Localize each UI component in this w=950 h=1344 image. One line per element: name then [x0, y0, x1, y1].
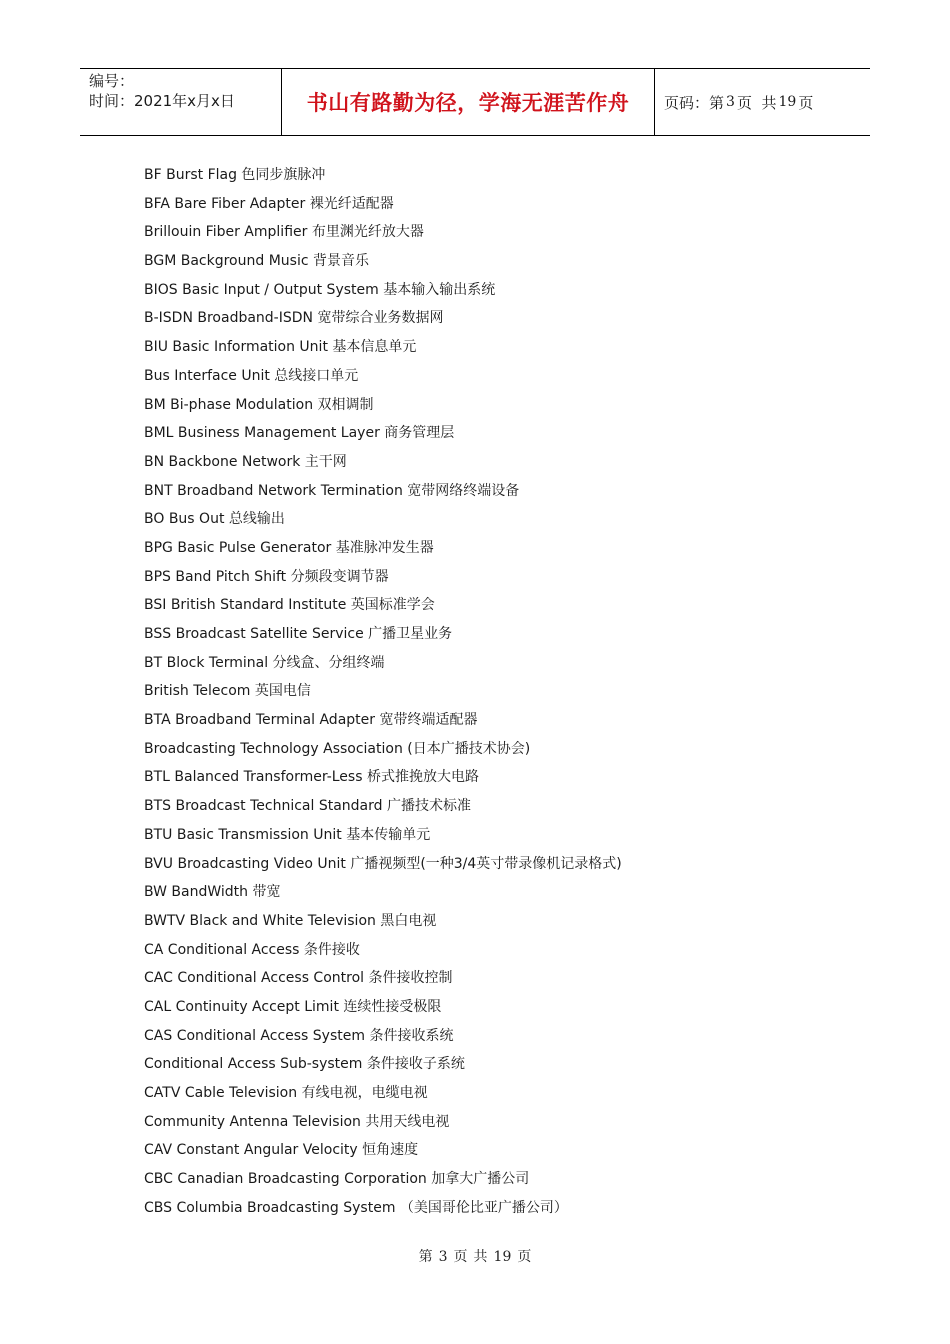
- glossary-entry: BW BandWidth 带宽: [144, 884, 281, 901]
- glossary-entry: CAS Conditional Access System 条件接收系统: [144, 1027, 454, 1044]
- glossary-entry: CA Conditional Access 条件接收: [144, 941, 360, 958]
- glossary-entry: BTU Basic Transmission Unit 基本传输单元: [144, 826, 431, 843]
- glossary-entry: CAC Conditional Access Control 条件接收控制: [144, 970, 453, 987]
- glossary-entry: Broadcasting Technology Association (日本广播技术协会): [144, 740, 531, 757]
- glossary-entry: BIOS Basic Input / Output System 基本输入输出系统: [144, 281, 496, 298]
- glossary-entry: CBC Canadian Broadcasting Corporation 加拿大广播公司: [144, 1171, 530, 1188]
- page-total-number: 19: [778, 94, 797, 110]
- page-current-number: 3: [726, 94, 735, 110]
- page-suffix: 页: [798, 93, 814, 112]
- glossary-entry: BPG Basic Pulse Generator 基准脉冲发生器: [144, 539, 434, 556]
- glossary-entry: BSS Broadcast Satellite Service 广播卫星业务: [144, 626, 453, 642]
- page-mid: 页 共: [736, 93, 777, 112]
- page-header: [80, 68, 870, 136]
- glossary-entry: BSI British Standard Institute 英国标准学会: [144, 597, 435, 614]
- glossary-entry: Bus Interface Unit 总线接口单元: [144, 367, 359, 384]
- footer-page-total: 19: [493, 1249, 512, 1265]
- glossary-entry: BIU Basic Information Unit 基本信息单元: [144, 339, 417, 356]
- document-time-label: 时间：2021年x月x日: [89, 92, 235, 110]
- header-page-indicator: [655, 69, 870, 135]
- document-number-label: 编号：: [89, 72, 135, 90]
- page-footer: [0, 1246, 950, 1266]
- glossary-entry: BO Bus Out 总线输出: [144, 511, 285, 528]
- glossary-entry: CATV Cable Television 有线电视，电缆电视: [144, 1085, 428, 1101]
- footer-mid2: 共: [473, 1249, 488, 1265]
- glossary-entry: BVU Broadcasting Video Unit 广播视频型(一种3/4英寸带录像机记录格式): [144, 855, 622, 872]
- glossary-entry: BF Burst Flag 色同步旗脉冲: [144, 167, 326, 183]
- glossary-entry: BPS Band Pitch Shift 分频段变调节器: [144, 568, 389, 585]
- glossary-list: [144, 161, 622, 1222]
- footer-mid1: 页: [453, 1249, 468, 1265]
- glossary-entry: BTL Balanced Transformer-Less 桥式推挽放大电路: [144, 769, 479, 786]
- glossary-entry: BN Backbone Network 主干网: [144, 453, 347, 470]
- glossary-entry: BGM Background Music 背景音乐: [144, 253, 369, 270]
- header-motto: 书山有路勤为径，学海无涯苦作舟: [282, 69, 655, 135]
- glossary-entry: Conditional Access Sub-system 条件接收子系统: [144, 1056, 465, 1073]
- glossary-entry: BM Bi-phase Modulation 双相调制: [144, 396, 374, 413]
- glossary-entry: BWTV Black and White Television 黑白电视: [144, 912, 437, 929]
- header-meta-cell: [80, 69, 282, 135]
- glossary-entry: B-ISDN Broadband-ISDN 宽带综合业务数据网: [144, 310, 444, 327]
- glossary-entry: BT Block Terminal 分线盒、分组终端: [144, 654, 385, 671]
- footer-page-current: 3: [438, 1249, 448, 1265]
- page-prefix: 页码：第: [664, 93, 725, 112]
- glossary-entry: BNT Broadband Network Termination 宽带网络终端设备: [144, 482, 520, 499]
- glossary-entry: Brillouin Fiber Amplifier 布里渊光纤放大器: [144, 224, 424, 241]
- footer-suffix: 页: [517, 1249, 532, 1265]
- glossary-entry: BML Business Management Layer 商务管理层: [144, 425, 455, 442]
- glossary-entry: BFA Bare Fiber Adapter 裸光纤适配器: [144, 195, 394, 212]
- glossary-entry: Community Antenna Television 共用天线电视: [144, 1113, 450, 1130]
- glossary-entry: CAV Constant Angular Velocity 恒角速度: [144, 1142, 419, 1159]
- glossary-entry: BTS Broadcast Technical Standard 广播技术标准: [144, 798, 471, 815]
- glossary-entry: CAL Continuity Accept Limit 连续性接受极限: [144, 998, 442, 1015]
- glossary-entry: British Telecom 英国电信: [144, 683, 311, 700]
- glossary-entry: BTA Broadband Terminal Adapter 宽带终端适配器: [144, 712, 478, 729]
- glossary-entry: CBS Columbia Broadcasting System （美国哥伦比亚广播公司）: [144, 1199, 568, 1216]
- footer-prefix: 第: [418, 1249, 433, 1265]
